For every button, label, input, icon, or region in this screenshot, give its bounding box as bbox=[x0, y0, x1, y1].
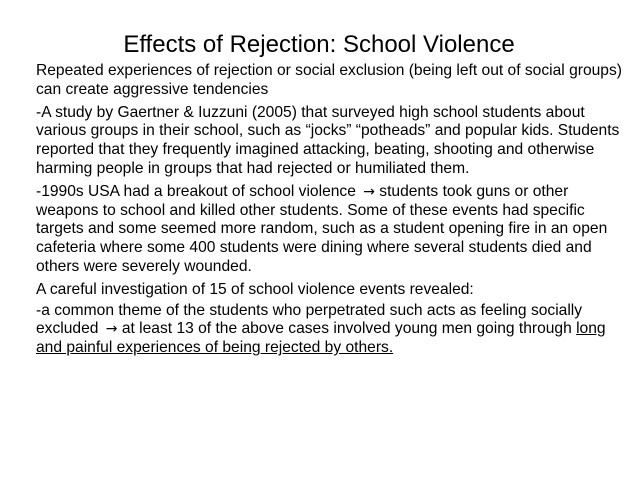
violence-intro-text: -1990s USA had a breakout of school violence bbox=[36, 182, 361, 200]
paragraph-rejection-aggression: Repeated experiences of rejection or social exclusion (being left out of social groups) can create aggressive tendencies bbox=[36, 62, 622, 98]
paragraph-common-theme bbox=[36, 302, 626, 358]
right-arrow-icon: → bbox=[363, 183, 375, 200]
paragraph-1990s-violence bbox=[36, 183, 626, 277]
theme-intro-text: -a common theme of the students who perpetrated such acts as feeling socially excluded bbox=[36, 301, 583, 338]
paragraph-gaertner-study: -A study by Gaertner & Iuzzuni (2005) that surveyed high school students about various groups in their school, such as “jocks” “potheads” and popular kids. Students reported that they frequently imagined attacking, beating, shooting and otherwise harming people in groups that had rejected or humiliated them. bbox=[36, 103, 620, 177]
theme-detail-text: at least 13 of the above cases involved young men going through bbox=[117, 320, 577, 338]
slide-title: Effects of Rejection: School Violence bbox=[123, 31, 515, 58]
right-arrow-icon: → bbox=[105, 321, 118, 338]
slide-body bbox=[36, 62, 626, 362]
paragraph-investigation: A careful investigation of 15 of school violence events revealed: bbox=[36, 280, 474, 298]
violence-detail-text: students took guns or other weapons to school and killed other students. Some of these events had specific targets and some seemed more random, such as a student opening fire in an open cafeteria where some 400 students were dining where several students died and others were severely wounded. bbox=[36, 182, 608, 275]
underlined-emphasis-text: long and painful experiences of being rejected by others. bbox=[36, 320, 606, 357]
